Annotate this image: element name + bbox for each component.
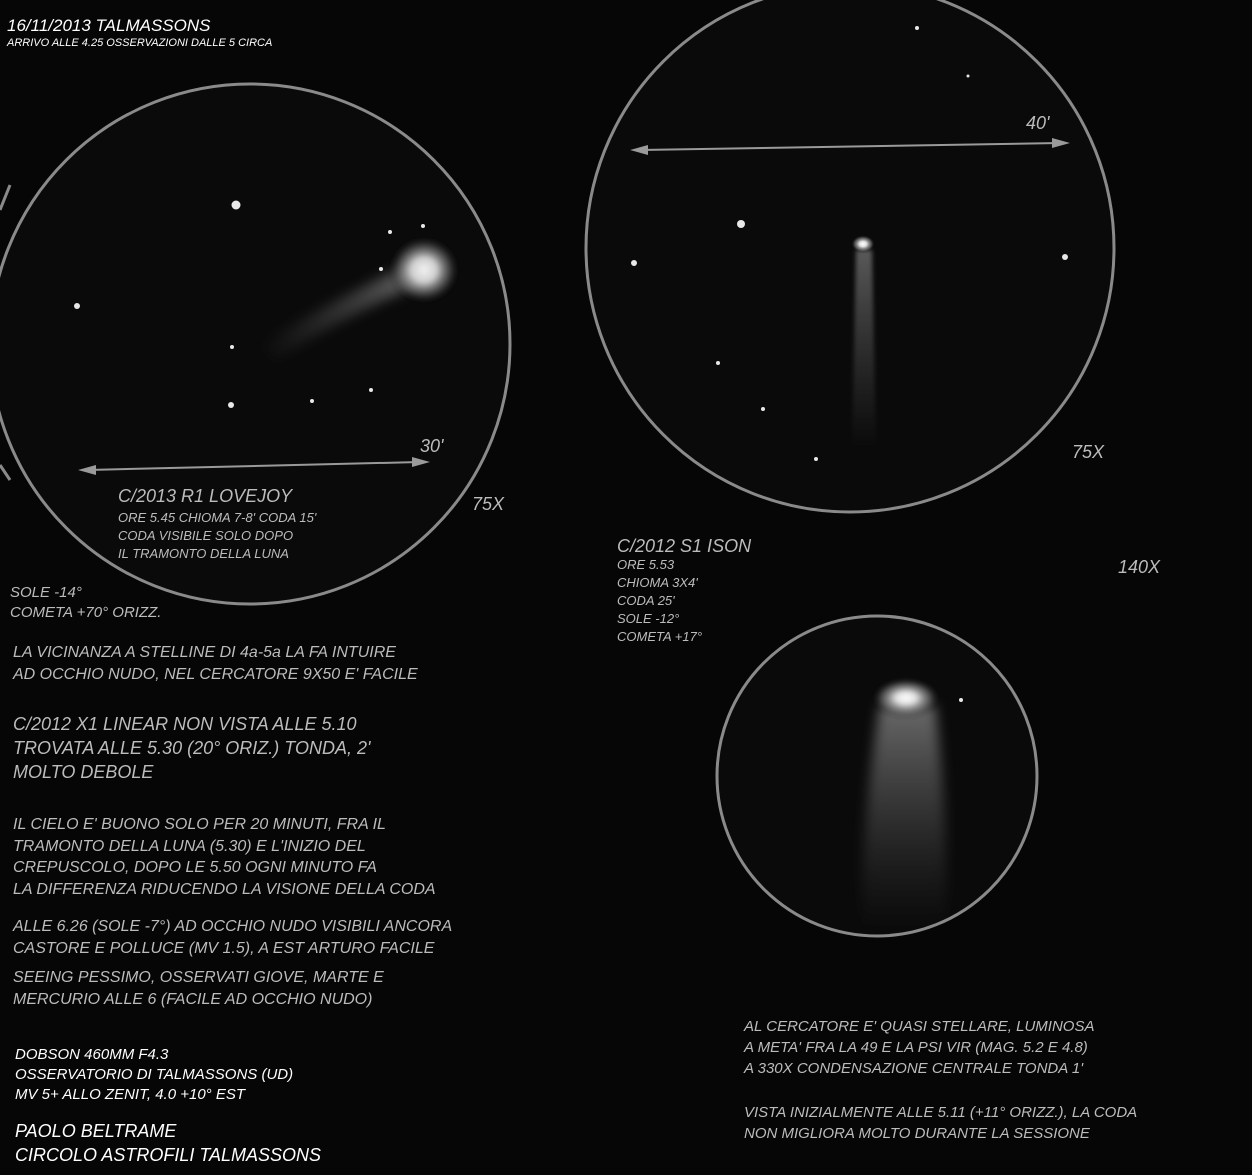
ison-coma [851, 235, 875, 253]
lovejoy-conditions [10, 583, 161, 623]
note-line: LA VICINANZA A STELLINE DI 4a-5a LA FA INTUIRE [13, 644, 396, 661]
note-line: TRAMONTO DELLA LUNA (5.30) E L'INIZIO DEL [13, 837, 366, 855]
finder-notes [744, 1016, 1094, 1079]
lovejoy-magnification: 75X [472, 494, 505, 514]
linear-note [13, 712, 370, 784]
ison-detail-line: SOLE -12° [617, 611, 680, 626]
note-line: CREPUSCOLO, DOPO LE 5.50 OGNI MINUTO FA [13, 859, 377, 876]
note-line: ALLE 6.26 (SOLE -7°) AD OCCHIO NUDO VISIBILI ANCORA [13, 918, 453, 935]
ison-details [617, 556, 702, 646]
note-line: NON MIGLIORA MOLTO DURANTE LA SESSIONE [744, 1125, 1090, 1142]
lovejoy-fov-label: 30' [420, 436, 444, 456]
note-line: TROVATA ALLE 5.30 (20° ORIZ.) TONDA, 2' [13, 738, 371, 758]
ison-magnification: 75X [1072, 442, 1105, 462]
note-line: SEEING PESSIMO, OSSERVATI GIOVE, MARTE E [13, 969, 384, 986]
note-line: MOLTO DEBOLE [13, 762, 154, 782]
ison-name: C/2012 S1 ISON [617, 536, 752, 556]
conditions-line: SOLE -14° [10, 584, 82, 601]
note-line: MERCURIO ALLE 6 (FACILE AD OCCHIO NUDO) [13, 990, 373, 1008]
ison-tail [852, 250, 876, 450]
note-line: LA DIFFERENZA RIDUCENDO LA VISIONE DELLA CODA [13, 880, 436, 898]
note-line: CASTORE E POLLUCE (MV 1.5), A EST ARTURO FACILE [13, 939, 435, 957]
note-line: VISTA INIZIALMENTE ALLE 5.11 (+11° ORIZZ.), LA CODA [744, 1104, 1138, 1121]
lovejoy-detail-line: CODA VISIBILE SOLO DOPO [118, 528, 294, 543]
lovejoy-name: C/2013 R1 LOVEJOY [118, 486, 293, 506]
header-date-place: 16/11/2013 TALMASSONS [7, 16, 211, 35]
conditions-line: COMETA +70° ORIZZ. [10, 604, 162, 621]
header-arrival: ARRIVO ALLE 4.25 OSSERVAZIONI DALLE 5 CIRCA [7, 37, 273, 49]
equipment-line: OSSERVATORIO DI TALMASSONS (UD) [15, 1066, 294, 1083]
author-block [15, 1119, 321, 1167]
sky-note [13, 814, 436, 900]
ison-detail-line: CODA 25' [617, 593, 675, 608]
session-notes [744, 1102, 1137, 1144]
author-name: PAOLO BELTRAME [15, 1121, 177, 1141]
lovejoy-detail-line: IL TRAMONTO DELLA LUNA [118, 546, 289, 561]
note-line: A 330X CONDENSAZIONE CENTRALE TONDA 1' [744, 1060, 1084, 1077]
ison-fov-label: 40' [1026, 113, 1050, 133]
note-line: C/2012 X1 LINEAR NON VISTA ALLE 5.10 [13, 714, 357, 734]
lovejoy-details [118, 509, 316, 563]
ison-closeup-coma [872, 678, 940, 718]
seeing-note [13, 967, 384, 1010]
note-line: IL CIELO E' BUONO SOLO PER 20 MINUTI, FRA IL [13, 816, 386, 833]
ison-closeup-magnification: 140X [1118, 557, 1161, 577]
note-line: AL CERCATORE E' QUASI STELLARE, LUMINOSA [744, 1018, 1095, 1035]
ison-detail-line: CHIOMA 3X4' [617, 575, 698, 590]
ison-eyepiece-field [586, 0, 1114, 512]
equipment-block [15, 1045, 293, 1105]
note-line: AD OCCHIO NUDO, NEL CERCATORE 9X50 E' FACILE [13, 666, 418, 683]
equipment-line: DOBSON 460MM F4.3 [15, 1046, 169, 1063]
author-club: CIRCOLO ASTROFILI TALMASSONS [15, 1145, 322, 1165]
lovejoy-detail-line: ORE 5.45 CHIOMA 7-8' CODA 15' [118, 510, 317, 525]
lovejoy-coma [388, 236, 460, 304]
equipment-line: MV 5+ ALLO ZENIT, 4.0 +10° EST [15, 1086, 245, 1103]
naked-eye-note [13, 916, 452, 959]
visibility-note [13, 642, 418, 686]
ison-closeup-field [717, 616, 1037, 936]
ison-detail-line: ORE 5.53 [617, 557, 675, 572]
ison-detail-line: COMETA +17° [617, 629, 703, 644]
closeup-star [959, 698, 963, 702]
note-line: A META' FRA LA 49 E LA PSI VIR (MAG. 5.2 E 4.8) [744, 1039, 1088, 1056]
